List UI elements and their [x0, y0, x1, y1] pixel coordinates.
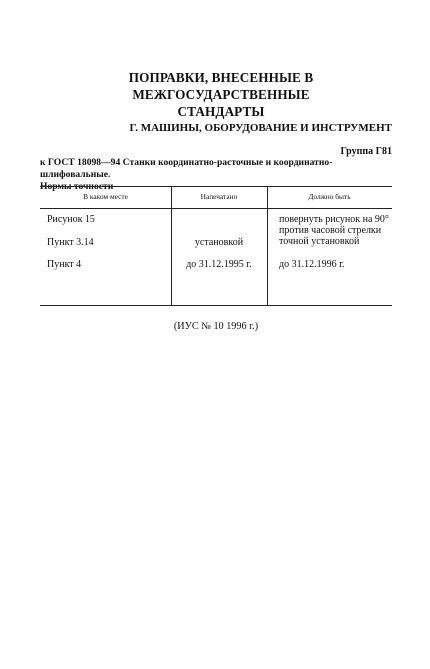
column-header-should-be: Должно быть: [308, 192, 351, 201]
standard-line-1: к ГОСТ 18098—94 Станки координатно-расточные и координатно-шлифовальные.: [40, 157, 333, 180]
section-heading: Г. МАШИНЫ, ОБОРУДОВАНИЕ И ИНСТРУМЕНТ: [129, 122, 392, 134]
table-header-rule: [40, 208, 392, 209]
row-3-should-be: до 31.12.1996 г.: [279, 259, 345, 270]
source-note: (ИУС № 10 1996 г.): [173, 321, 259, 332]
row-3-printed: до 31.12.1995 г.: [186, 259, 252, 270]
table-top-rule: [40, 186, 392, 187]
title-line-2: СТАНДАРТЫ: [177, 104, 265, 119]
group-code: Группа Г81: [340, 146, 392, 157]
table-col-divider-2: [267, 186, 268, 306]
row-2-should-be: точной установкой: [279, 236, 360, 247]
row-2-printed: установкой: [194, 237, 244, 248]
title-line-1: ПОПРАВКИ, ВНЕСЕННЫЕ В МЕЖГОСУДАРСТВЕННЫЕ: [128, 70, 314, 102]
row-3-place: Пункт 4: [47, 259, 82, 270]
row-1-should-be-line-1: повернуть рисунок на 90°: [279, 214, 389, 225]
row-2-place: Пункт 3.14: [47, 237, 94, 248]
column-header-place: В каком месте: [83, 192, 128, 201]
table-bottom-rule: [40, 305, 392, 306]
row-1-place: Рисунок 15: [47, 214, 95, 225]
column-header-printed: Напечатано: [200, 192, 238, 201]
row-1-should-be-line-2: против часовой стрелки: [279, 225, 382, 236]
corrections-table: [40, 186, 392, 306]
row-1-should-be: [279, 214, 389, 236]
standard-line-2: Нормы точности: [40, 181, 114, 192]
page-title: [40, 69, 402, 120]
